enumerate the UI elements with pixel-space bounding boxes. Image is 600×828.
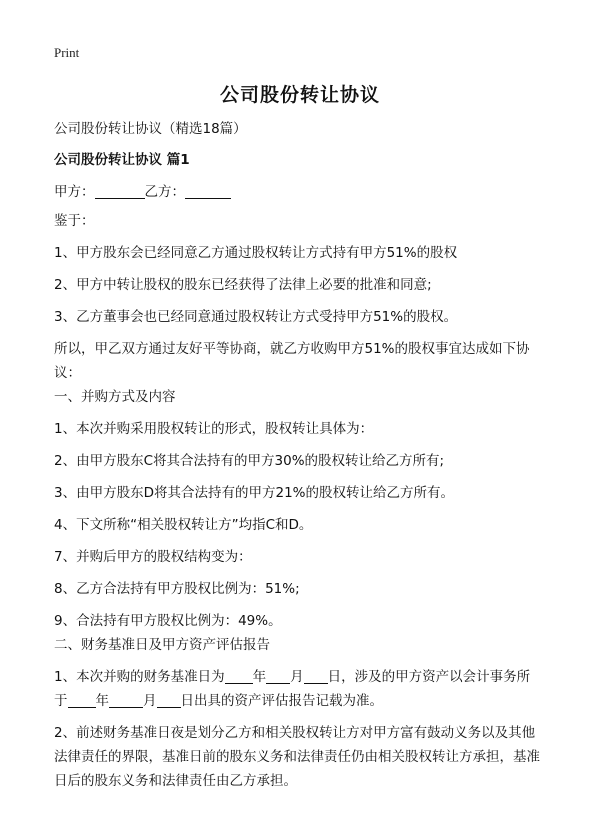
section-1-item-7: 7、并购后甲方的股权结构变为： <box>54 549 252 565</box>
report-day-blank <box>157 693 181 708</box>
party-a-label: 甲方： <box>54 184 95 200</box>
section-2-para-1-line-2: 于 年 月 日出具的资产评估报告记载为准。 <box>54 693 383 709</box>
section-1-item-3: 3、由甲方股东D将其合法持有的甲方21%的股权转让给乙方所有。 <box>54 485 454 501</box>
section-1-item-8: 8、乙方合法持有甲方股权比例为：51%; <box>54 581 300 597</box>
therefore-paragraph: 所以，甲乙双方通过友好平等协商，就乙方收购甲方51%的股权事宜达成如下协议： <box>54 341 530 381</box>
party-b-blank <box>185 184 231 199</box>
section-2-title: 二、财务基准日及甲方资产评估报告 <box>54 637 270 653</box>
party-a-blank <box>95 184 145 199</box>
whereas-label: 鉴于： <box>54 213 95 229</box>
whereas-item-2: 2、甲方中转让股权的股东已经获得了法律上必要的批准和同意; <box>54 277 432 293</box>
whereas-item-1: 1、甲方股东会已经同意乙方通过股权转让方式持有甲方51%的股权 <box>54 245 458 261</box>
report-month-blank <box>109 693 143 708</box>
print-link[interactable]: Print <box>54 45 80 60</box>
report-year-blank <box>68 693 96 708</box>
year-blank <box>225 669 253 684</box>
whereas-item-3: 3、乙方董事会也已经同意通过股权转让方式受持甲方51%的股权。 <box>54 309 458 325</box>
section-heading: 公司股份转让协议 篇1 <box>54 152 190 168</box>
document-subtitle: 公司股份转让协议（精选18篇） <box>54 121 247 137</box>
section-1-item-4: 4、下文所称“相关股权转让方”均指C和D。 <box>54 517 313 533</box>
section-1-title: 一、并购方式及内容 <box>54 389 176 405</box>
section-2-para-2-line-1: 2、前述财务基准日夜是划分乙方和相关股权转让方对甲方富有鼓动义务以及其他 <box>54 725 536 741</box>
month-blank <box>266 669 290 684</box>
section-1-item-1: 1、本次并购采用股权转让的形式，股权转让具体为： <box>54 421 374 437</box>
section-2-para-1-line-1: 1、本次并购的财务基准日为 年 月 日，涉及的甲方资产以会计事务所 <box>54 669 531 685</box>
section-2-para-2-line-2: 法律责任的界限，基准日前的股东义务和法律责任仍由相关股权转让方承担，基准 <box>54 749 540 765</box>
day-blank <box>304 669 328 684</box>
section-2-para-2-line-3: 日后的股东义务和法律责任由乙方承担。 <box>54 773 297 789</box>
party-b-label: 乙方： <box>144 184 185 200</box>
parties-line <box>54 180 554 204</box>
section-1-item-9: 9、合法持有甲方股权比例为：49%。 <box>54 613 282 629</box>
section-1-item-2: 2、由甲方股东C将其合法持有的甲方30%的股权转让给乙方所有; <box>54 453 445 469</box>
document-title: 公司股份转让协议 <box>219 84 380 106</box>
